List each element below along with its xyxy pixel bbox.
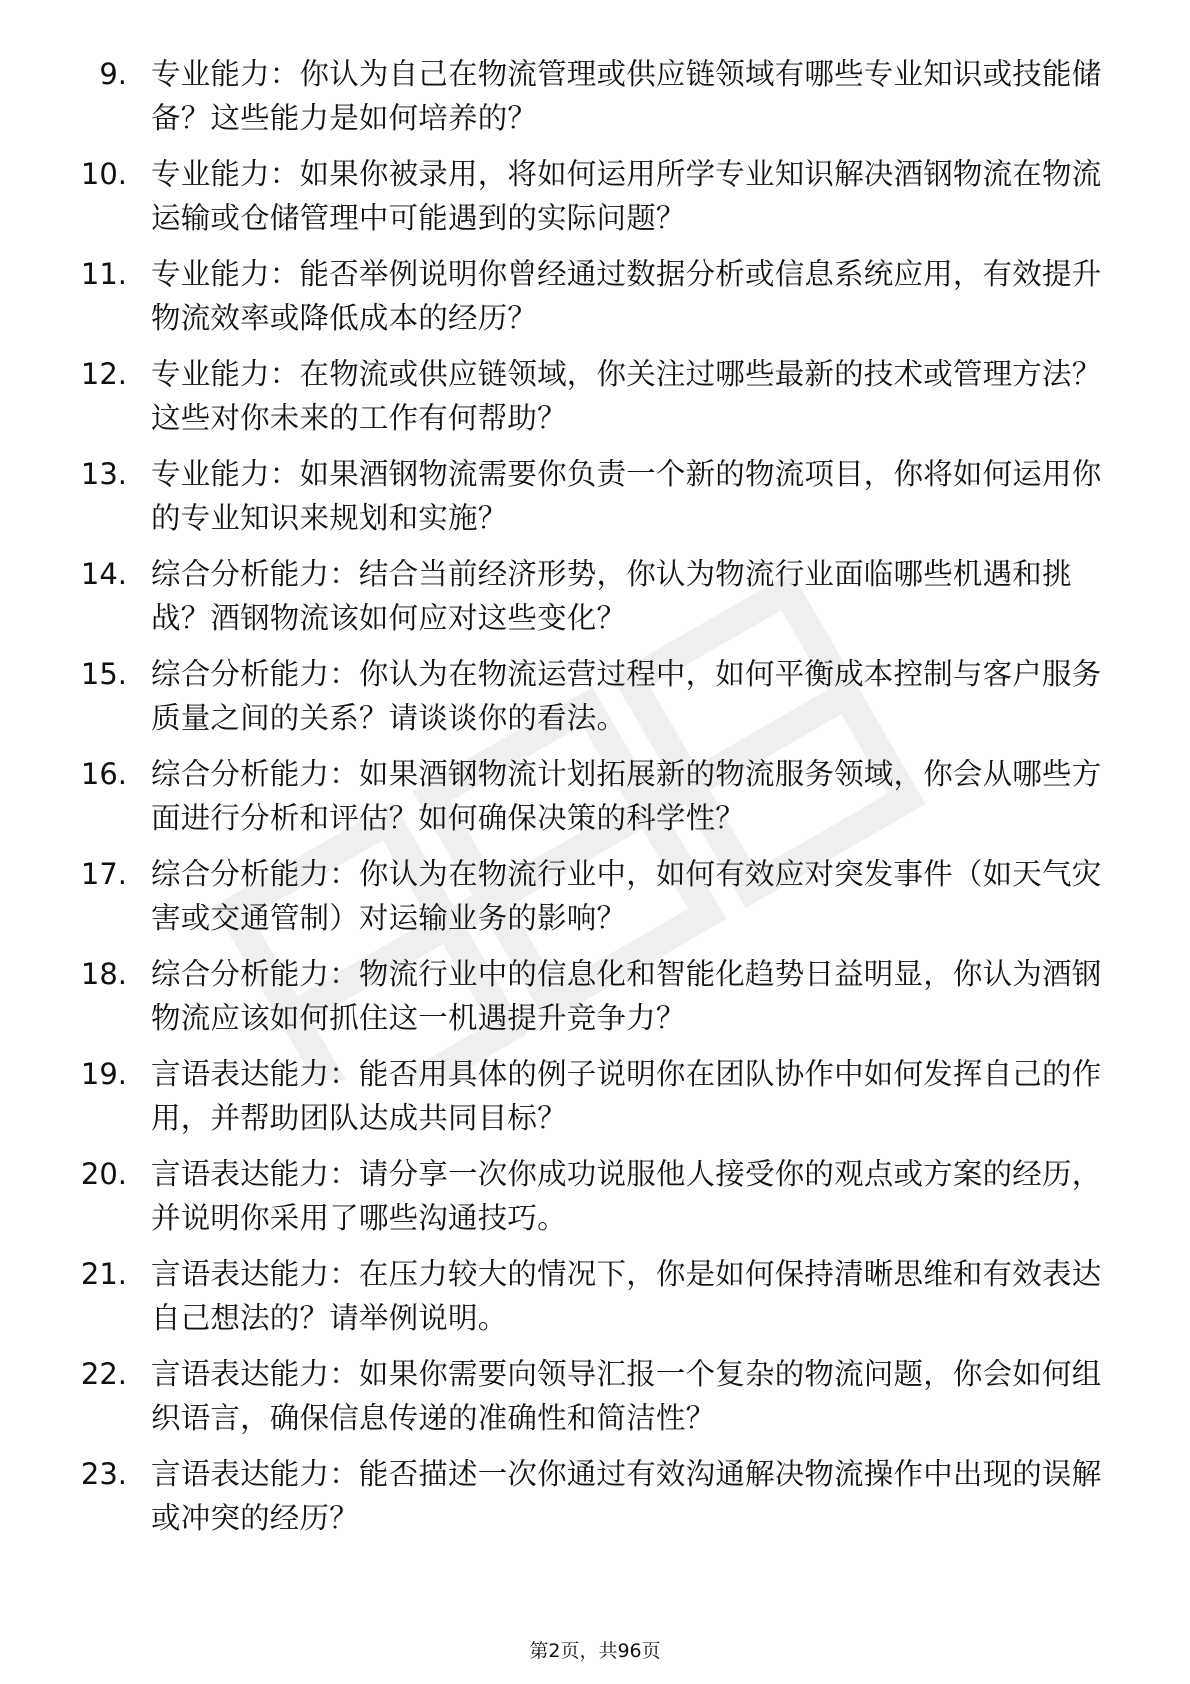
list-item — [55, 1252, 1125, 1352]
question-text: 专业能力：在物流或供应链领域，你关注过哪些最新的技术或管理方法？这些对你未来的工作有何帮助？ — [151, 357, 1102, 435]
question-number: 21. — [80, 1257, 127, 1291]
question-list — [55, 52, 1125, 1552]
list-item — [55, 752, 1125, 852]
list-item — [55, 852, 1125, 952]
list-item — [55, 552, 1125, 652]
list-item — [55, 1352, 1125, 1452]
question-text: 综合分析能力：物流行业中的信息化和智能化趋势日益明显，你认为酒钢物流应该如何抓住这一机遇提升竞争力？ — [151, 957, 1102, 1035]
question-text: 综合分析能力：你认为在物流行业中，如何有效应对突发事件（如天气灾害或交通管制）对运输业务的影响？ — [151, 857, 1102, 935]
question-number: 11. — [80, 257, 127, 291]
question-number: 15. — [80, 657, 127, 691]
list-item — [55, 1152, 1125, 1252]
question-text: 言语表达能力：能否用具体的例子说明你在团队协作中如何发挥自己的作用，并帮助团队达成共同目标？ — [151, 1057, 1102, 1135]
question-number: 10. — [80, 157, 127, 191]
list-item — [55, 152, 1125, 252]
list-item — [55, 1052, 1125, 1152]
question-number: 17. — [80, 857, 127, 891]
question-number: 22. — [80, 1357, 127, 1391]
question-number: 18. — [80, 957, 127, 991]
list-item — [55, 652, 1125, 752]
question-text: 综合分析能力：如果酒钢物流计划拓展新的物流服务领域，你会从哪些方面进行分析和评估？如何确保决策的科学性？ — [151, 757, 1102, 835]
list-item — [55, 352, 1125, 452]
question-text: 专业能力：能否举例说明你曾经通过数据分析或信息系统应用，有效提升物流效率或降低成本的经历？ — [151, 257, 1102, 335]
question-number: 19. — [80, 1057, 127, 1091]
list-item — [55, 1452, 1125, 1552]
question-text: 专业能力：你认为自己在物流管理或供应链领域有哪些专业知识或技能储备？这些能力是如何培养的？ — [151, 57, 1102, 135]
question-number: 16. — [80, 757, 127, 791]
question-text: 言语表达能力：能否描述一次你通过有效沟通解决物流操作中出现的误解或冲突的经历？ — [151, 1457, 1102, 1535]
question-text: 言语表达能力：请分享一次你成功说服他人接受你的观点或方案的经历，并说明你采用了哪些沟通技巧。 — [151, 1157, 1102, 1235]
question-text: 言语表达能力：如果你需要向领导汇报一个复杂的物流问题，你会如何组织语言，确保信息传递的准确性和简洁性？ — [151, 1357, 1102, 1435]
question-number: 13. — [80, 457, 127, 491]
question-number: 23. — [80, 1457, 127, 1491]
list-item — [55, 52, 1125, 152]
question-text: 言语表达能力：在压力较大的情况下，你是如何保持清晰思维和有效表达自己想法的？请举例说明。 — [151, 1257, 1102, 1335]
question-text: 综合分析能力：你认为在物流运营过程中，如何平衡成本控制与客户服务质量之间的关系？请谈谈你的看法。 — [151, 657, 1102, 735]
question-number: 9. — [99, 57, 127, 91]
list-item — [55, 952, 1125, 1052]
question-number: 20. — [80, 1157, 127, 1191]
page-footer: 第2页，共96页 — [529, 1640, 661, 1662]
question-number: 12. — [80, 357, 127, 391]
question-text: 专业能力：如果你被录用，将如何运用所学专业知识解决酒钢物流在物流运输或仓储管理中可能遇到的实际问题？ — [151, 157, 1102, 235]
list-item — [55, 452, 1125, 552]
question-text: 综合分析能力：结合当前经济形势，你认为物流行业面临哪些机遇和挑战？酒钢物流该如何应对这些变化？ — [151, 557, 1072, 635]
question-number: 14. — [80, 557, 127, 591]
question-text: 专业能力：如果酒钢物流需要你负责一个新的物流项目，你将如何运用你的专业知识来规划和实施？ — [151, 457, 1102, 535]
list-item — [55, 252, 1125, 352]
